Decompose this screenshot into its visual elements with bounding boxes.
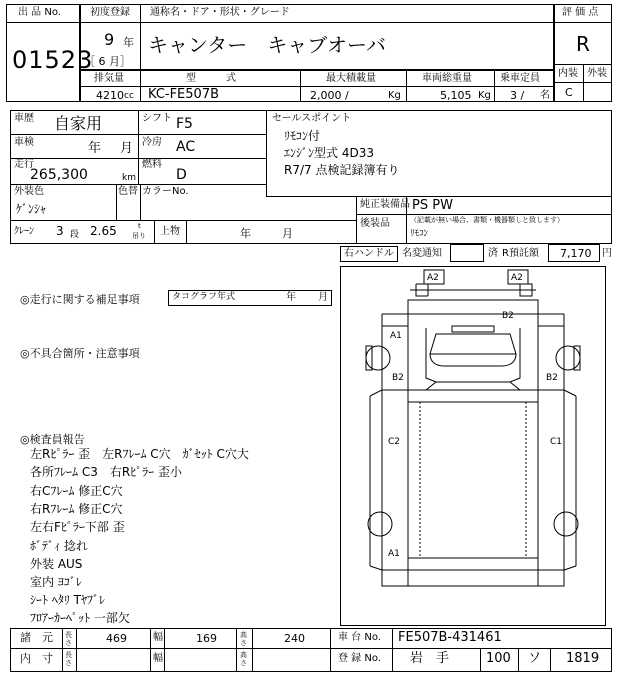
fitting-month: 月 [282,227,293,240]
inspector-line: 室内 ﾖｺﾞﾚ [30,575,82,589]
cargo-bed [382,390,564,570]
first-reg-label: 初度登録 [90,7,130,18]
model: KC-FE507B [148,87,220,102]
reg-label: 登 録 No. [338,653,381,664]
damage-mark: B2 [546,373,558,383]
gross-weight: 5,105 [440,89,472,102]
damage-mark: B2 [392,373,404,383]
inspector-label: ◎検査員報告 [20,433,85,446]
inspection-month: 月 [120,141,134,156]
damage-mark: A1 [390,331,402,341]
max-load-unit: Kg [388,90,401,101]
tachograph-year: 年 [286,292,296,303]
fuel-label: 燃料 [142,159,162,170]
gross-weight-unit: Kg [478,90,491,101]
inspector-line: ｼｰﾄ ﾍﾀﾘ Tﾔﾌﾞﾚ [30,593,105,607]
exterior-label: 外装 [587,68,607,79]
aftermarket: ﾘﾓｺﾝ [410,229,429,239]
sales-point-label: セールスポイント [272,113,352,124]
interior-dims-label: 内 寸 [20,652,53,665]
crane-stage-unit: 段 [70,230,80,240]
lot-no: 01523 [12,46,94,74]
wheel-fr [556,346,580,370]
shift: F5 [176,116,193,132]
inspector-line: ﾌﾛｱｰｶｰﾍﾟｯﾄ 一部欠 [30,611,130,625]
width-label: 幅 [153,632,163,643]
inspector-line: 右Rﾌﾚｰﾑ 修正C穴 [30,502,123,516]
displacement-unit: cc [124,91,134,101]
footer-box [10,628,612,672]
score-label: 評 価 点 [562,7,599,18]
length-label: 長さ [65,631,72,647]
deposit-mark: 済 [488,248,498,259]
capacity-unit: 名 [540,90,550,101]
interior-score: C [565,86,573,99]
damage-mark: B2 [502,311,514,321]
reg-area: 岩 手 [410,651,450,666]
capacity-label: 乗車定員 [500,73,540,84]
oem-equipment-label: 純正装備品 [360,199,410,210]
oem-equipment: PS PW [412,198,453,213]
interior-label: 内装 [558,68,578,79]
defects-label: ◎不具合箇所・注意事項 [20,347,140,360]
aftermarket-note: （記載が無い場合、書類・機器類しと致します） [410,216,564,224]
name-change-box [450,244,484,262]
score: R [576,32,590,56]
wheel-fl [366,346,390,370]
deposit: 7,170 [560,247,592,260]
shift-label: シフト [142,113,172,124]
max-load: 2,000 / [310,89,349,102]
fitting-year: 年 [240,227,251,240]
driving-notes-label: ◎走行に関する補足事項 [20,293,140,306]
chassis-label: 車 台 No. [338,632,381,643]
history-label: 車歴 [14,113,34,124]
damage-mark: A1 [388,549,400,559]
wheel-rl [368,512,392,536]
aftermarket-label: 後装品 [360,218,390,229]
interior-width-label: 幅 [153,653,163,664]
crane-tons: 2.65 [90,224,117,238]
sales-point-line: R7/7 点検記録簿有り [284,163,400,177]
reg-kana: ソ [528,651,542,666]
crane-stage: 3 [56,224,64,238]
damage-mark: A2 [427,273,439,283]
grille [452,326,494,332]
inspection-label: 車検 [14,137,34,148]
ext-color-label: 外装色 [14,186,44,197]
ac-label: 冷房 [142,137,162,148]
damage-mark: C1 [550,437,563,447]
sales-point-line: ｴﾝｼﾞﾝ型式 4D33 [284,146,374,160]
interior-length-label: 長さ [65,651,72,667]
crane-tons-unit-top: t [138,222,141,230]
crane-label: ｸﾚｰﾝ [14,226,34,237]
inspector-line: ﾎﾞﾃﾞｨ 捻れ [30,539,88,553]
reg-class: 100 [486,651,511,666]
inspector-line: 外装 AUS [30,557,83,571]
car-name: キャンター キャブオーバ [148,33,386,57]
height: 240 [284,632,305,645]
car-name-label: 通称名・ドア・形状・グレード [150,7,290,18]
deposit-unit: 円 [602,248,612,259]
name-change-label: 名変通知 [402,248,442,259]
crane-tons-unit-bottom: 吊り [132,232,146,240]
first-reg-year: 9 [104,30,115,49]
displacement-label: 排気量 [94,73,124,84]
inspector-line: 左右Fﾋﾟﾗｰ下部 歪 [30,520,125,534]
deposit-label: R預託額 [502,248,539,259]
max-load-label: 最大積載量 [326,73,376,84]
truck-diagram [340,266,606,626]
color-no-label: カラーNo. [142,186,189,197]
width: 169 [196,632,217,645]
capacity: 3 / [510,89,525,102]
height-label: 高さ [240,631,247,647]
inspection-year: 年 [88,141,102,156]
year-unit: 年 [123,36,134,49]
gross-weight-label: 車両総重量 [422,73,472,84]
dims-label: 諸 元 [20,631,53,644]
fitting-label: 上物 [160,226,180,237]
sales-point-line: ﾘﾓｺﾝ付 [284,129,321,143]
mileage-unit: km [122,173,136,183]
lot-no-label: 出 品 No. [18,7,61,18]
inspector-line: 左Rﾋﾟﾗｰ 歪 左Rﾌﾚｰﾑ C穴 ｶﾞｾｯﾄ C穴大 [30,447,249,461]
damage-mark: C2 [388,437,401,447]
fuel: D [176,167,187,183]
displacement: 4210 [96,89,124,102]
color-change-label: 色替 [118,186,138,197]
ac: AC [176,139,196,155]
damage-mark: A2 [511,273,523,283]
ext-color: ｹﾞﾝｼｬ [16,202,47,216]
inspector-line: 右Cﾌﾚｰﾑ 修正C穴 [30,484,123,498]
inspector-line: 各所ﾌﾚｰﾑ C3 右Rﾋﾟﾗｰ 歪小 [30,465,182,479]
mileage-label: 走行 [14,159,34,170]
first-reg-month: ［ 6 月］ [84,55,131,68]
windshield [430,334,516,354]
chassis-number: FE507B-431461 [398,630,502,645]
model-label: 型 式 [186,73,236,84]
tachograph-month: 月 [318,292,328,303]
steering: 右ハンドル [344,248,394,259]
mileage: 265,300 [30,167,88,183]
interior-height-label: 高さ [240,651,247,667]
wheel-rr [554,512,578,536]
reg-number: 1819 [566,651,600,666]
tachograph-label: タコグラフ年式 [172,292,236,302]
length: 469 [106,632,127,645]
history: 自家用 [54,114,103,133]
